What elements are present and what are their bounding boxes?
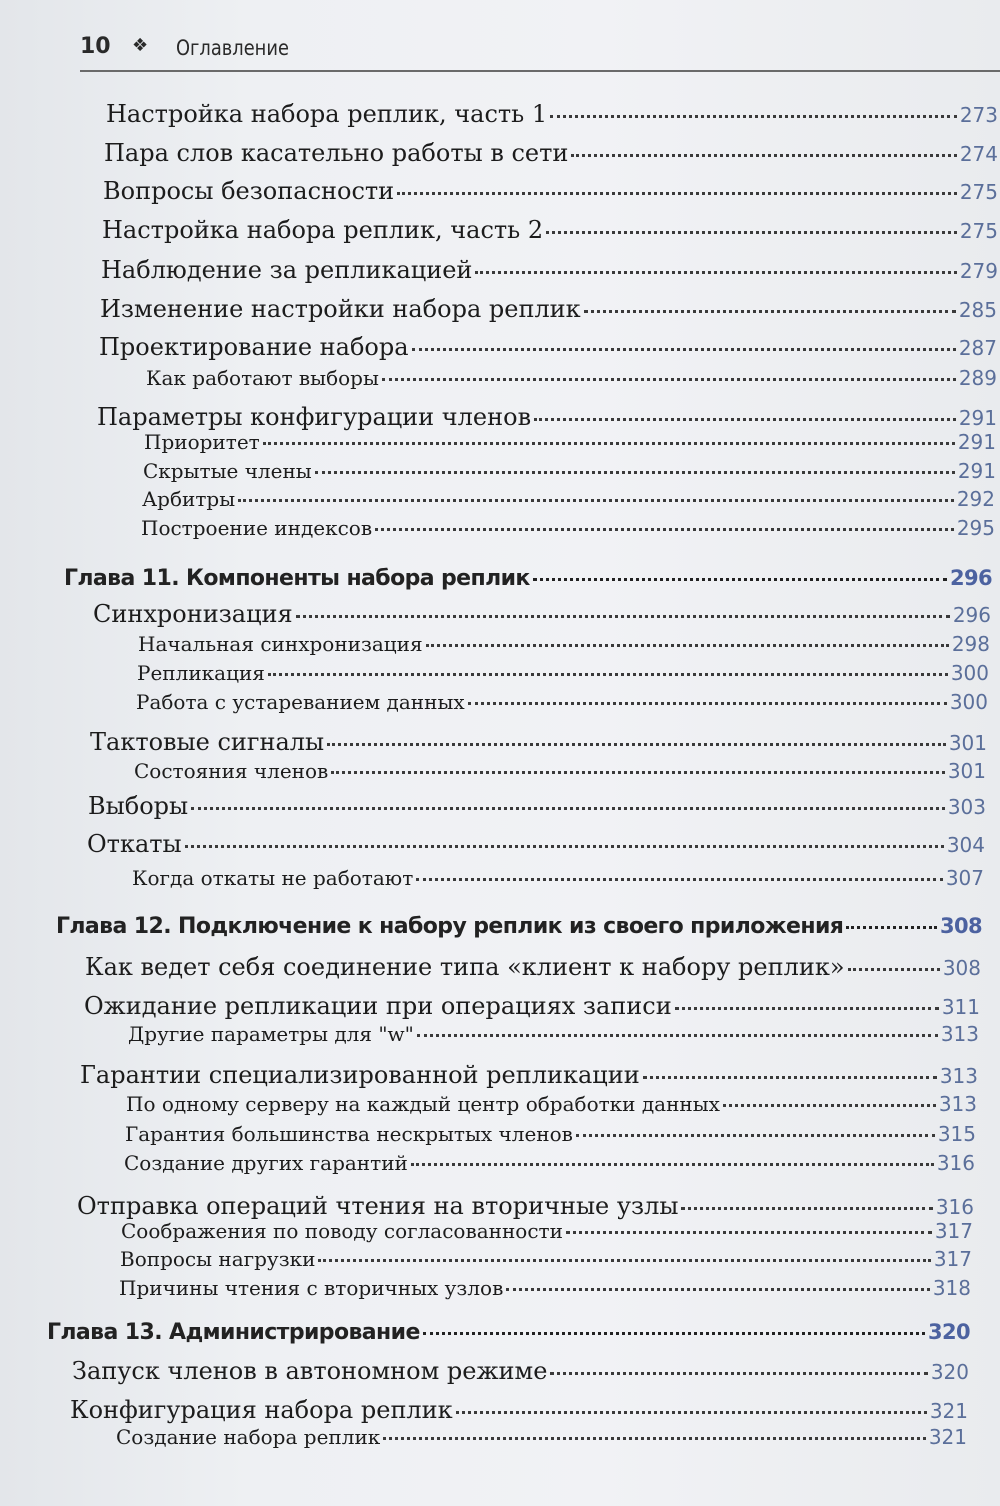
toc-entry-page: 316 (935, 1195, 974, 1219)
toc-entry (77, 1192, 974, 1220)
dot-leader (268, 673, 948, 676)
toc-entry-title: Конфигурация набора реплик (70, 1396, 453, 1424)
toc-entry-title: Скрытые члены (143, 459, 312, 483)
toc-entry-title: Другие параметры для "w" (128, 1022, 414, 1046)
toc-entry-title: Изменение настройки набора реплик (100, 295, 581, 323)
toc-entry (125, 1122, 976, 1146)
toc-entry-title: Гарантии специализированной репликации (80, 1061, 640, 1089)
dot-leader (475, 271, 956, 274)
toc-entry-page: 275 (959, 219, 998, 243)
dot-leader (417, 1034, 938, 1037)
toc-entry-title: Приоритет (144, 430, 260, 454)
toc-entry-title: Вопросы безопасности (103, 177, 395, 205)
dot-leader (382, 378, 956, 381)
toc-entry (99, 333, 997, 361)
dot-leader (238, 499, 954, 502)
toc-entry (70, 1396, 968, 1424)
dot-leader (318, 1259, 930, 1262)
toc-entry-page: 289 (958, 366, 997, 390)
toc-entry-title: Создание набора реплик (116, 1425, 381, 1449)
toc-entry (119, 1276, 971, 1300)
toc-entry (97, 403, 997, 431)
toc-entry-page: 311 (941, 995, 980, 1019)
dot-leader (416, 878, 943, 881)
toc-entry (143, 459, 996, 483)
toc-entry-page: 301 (948, 731, 987, 755)
dot-leader (550, 115, 957, 118)
dot-leader (263, 442, 955, 445)
toc-entry-page: 308 (939, 914, 982, 938)
dot-leader (397, 192, 957, 195)
toc-entry-title: По одному серверу на каждый центр обработки данных (126, 1092, 720, 1116)
dot-leader (331, 771, 945, 774)
toc-entry-title: Запуск членов в автономном режиме (72, 1357, 548, 1385)
dot-leader (723, 1104, 936, 1107)
toc-entry-page: 317 (933, 1247, 972, 1271)
toc-entry-page: 287 (958, 336, 997, 360)
dot-leader (411, 1163, 934, 1166)
toc-entry (90, 728, 987, 756)
dot-leader (846, 926, 937, 929)
toc-entry-page: 321 (928, 1425, 967, 1449)
toc-entry (128, 1022, 979, 1046)
toc-entry-page: 291 (958, 406, 997, 430)
toc-entry-title: Глава 12. Подключение к набору реплик из своего приложения (56, 914, 844, 939)
toc-entry (120, 1247, 972, 1271)
toc-chapter-heading (47, 1320, 970, 1345)
dot-leader (533, 578, 947, 581)
toc-entry-page: 313 (938, 1092, 977, 1116)
toc-entry-page: 307 (945, 866, 984, 890)
toc-entry-title: Настройка набора реплик, часть 1 (106, 100, 548, 128)
dot-leader (571, 154, 956, 157)
toc-entry (88, 792, 986, 820)
dot-leader (534, 418, 956, 421)
toc-entry (132, 866, 984, 890)
toc-chapter-heading (64, 566, 992, 591)
toc-entry-title: Откаты (87, 830, 182, 858)
toc-entry (137, 661, 989, 685)
toc-entry (84, 992, 980, 1020)
toc-entry-page: 303 (947, 795, 986, 819)
toc-entry-page: 321 (929, 1399, 968, 1423)
toc-entry-page: 298 (951, 632, 990, 656)
toc-entry-page: 291 (957, 459, 996, 483)
toc-entry-title: Построение индексов (141, 516, 373, 540)
toc-entry-page: 320 (927, 1320, 970, 1344)
toc-entry-title: Параметры конфигурации членов (97, 403, 532, 431)
toc-entry (103, 177, 998, 205)
toc-entry-page: 300 (950, 661, 989, 685)
dot-leader (456, 1411, 927, 1414)
toc-entry-page: 318 (932, 1276, 971, 1300)
toc-entry-page: 274 (959, 142, 998, 166)
toc-entry (144, 430, 996, 454)
toc-entry-page: 313 (939, 1064, 978, 1088)
dot-leader (426, 644, 949, 647)
toc-entry-page: 308 (942, 956, 981, 980)
toc-entry-title: Выборы (88, 792, 189, 820)
toc-entry (102, 216, 998, 244)
toc-entry-title: Начальная синхронизация (138, 632, 423, 656)
dot-leader (383, 1437, 926, 1440)
toc-entry-title: Состояния членов (134, 759, 329, 783)
toc-entry-page: 292 (956, 487, 995, 511)
toc-entry (72, 1357, 969, 1385)
toc-entry-page: 275 (959, 180, 998, 204)
toc-entry (124, 1151, 975, 1175)
toc-entry-title: Наблюдение за репликацией (101, 256, 473, 284)
dot-leader (681, 1207, 932, 1210)
toc-entry-page: 285 (958, 298, 997, 322)
toc-entry-page: 304 (946, 833, 985, 857)
toc-entry (101, 256, 998, 284)
dot-leader (675, 1007, 939, 1010)
toc-entry (100, 295, 997, 323)
toc-entry (87, 830, 985, 858)
toc-chapter-heading (56, 914, 982, 939)
toc-entry (121, 1219, 973, 1243)
toc-entry-title: Синхронизация (93, 600, 293, 628)
toc-entry-title: Вопросы нагрузки (120, 1247, 316, 1271)
toc-entry-page: 279 (959, 259, 998, 283)
toc-entry (104, 139, 998, 167)
toc-entry-page: 273 (959, 103, 998, 127)
dot-leader (315, 471, 955, 474)
toc-entry-page: 315 (937, 1122, 976, 1146)
dot-leader (468, 702, 947, 705)
toc-entry-page: 320 (930, 1360, 969, 1384)
dot-leader (375, 528, 954, 531)
dot-leader (848, 968, 940, 971)
toc-entry-page: 301 (947, 759, 986, 783)
dot-leader (643, 1076, 937, 1079)
toc-entry-title: Причины чтения с вторичных узлов (119, 1276, 504, 1300)
dot-leader (327, 743, 946, 746)
dot-leader (412, 348, 956, 351)
toc-entry-page: 317 (934, 1219, 973, 1243)
toc-entry-title: Создание других гарантий (124, 1151, 408, 1175)
toc-entry-page: 300 (949, 690, 988, 714)
toc-entry-title: Репликация (137, 661, 265, 685)
toc-entry-title: Отправка операций чтения на вторичные узлы (77, 1192, 679, 1220)
dot-leader (546, 231, 957, 234)
toc-entry (80, 1061, 978, 1089)
toc-entry-title: Пара слов касательно работы в сети (104, 139, 569, 167)
dot-leader (550, 1372, 927, 1375)
toc-entry (141, 516, 995, 540)
toc-entry-title: Гарантия большинства нескрытых членов (125, 1122, 573, 1146)
toc-entry (93, 600, 991, 628)
toc-entry-title: Как ведет себя соединение типа «клиент к набору реплик» (85, 953, 845, 981)
toc-entry-title: Проектирование набора (99, 333, 409, 361)
toc-entry-title: Тактовые сигналы (90, 728, 325, 756)
toc-entry-title: Когда откаты не работают (132, 866, 414, 890)
dot-leader (191, 807, 945, 810)
toc-entry (106, 100, 998, 128)
dot-leader (185, 845, 944, 848)
dot-leader (506, 1288, 929, 1291)
toc-entry-title: Ожидание репликации при операциях записи (84, 992, 672, 1020)
dot-leader (584, 310, 956, 313)
toc-entry-title: Соображения по поводу согласованности (121, 1219, 563, 1243)
running-title: Оглавление (176, 36, 289, 60)
toc-entry (116, 1425, 967, 1449)
toc-entry (134, 759, 986, 783)
dot-leader (296, 615, 950, 618)
toc-entry-title: Настройка набора реплик, часть 2 (102, 216, 544, 244)
toc-entry-title: Арбитры (142, 487, 236, 511)
toc-entry-title: Работа с устареванием данных (136, 690, 465, 714)
toc-entry-page: 316 (936, 1151, 975, 1175)
toc-entry-page: 296 (949, 566, 992, 590)
toc-entry-title: Глава 11. Компоненты набора реплик (64, 566, 530, 591)
toc-entry-page: 291 (957, 430, 996, 454)
page-number: 10 (80, 34, 111, 59)
toc-entry (142, 487, 995, 511)
toc-entry (146, 366, 997, 390)
dot-leader (566, 1231, 932, 1234)
dot-leader (576, 1134, 935, 1137)
toc-entry-page: 295 (956, 516, 995, 540)
toc-entry-page: 296 (952, 603, 991, 627)
toc-entry-title: Глава 13. Администрирование (47, 1320, 420, 1345)
toc-entry (136, 690, 988, 714)
toc-entry-title: Как работают выборы (146, 366, 379, 390)
toc-entry (126, 1092, 977, 1116)
diamond-separator-icon: ❖ (132, 35, 149, 56)
dot-leader (423, 1332, 925, 1335)
toc-entry (85, 953, 981, 981)
toc-entry (138, 632, 990, 656)
toc-entry-page: 313 (940, 1022, 979, 1046)
